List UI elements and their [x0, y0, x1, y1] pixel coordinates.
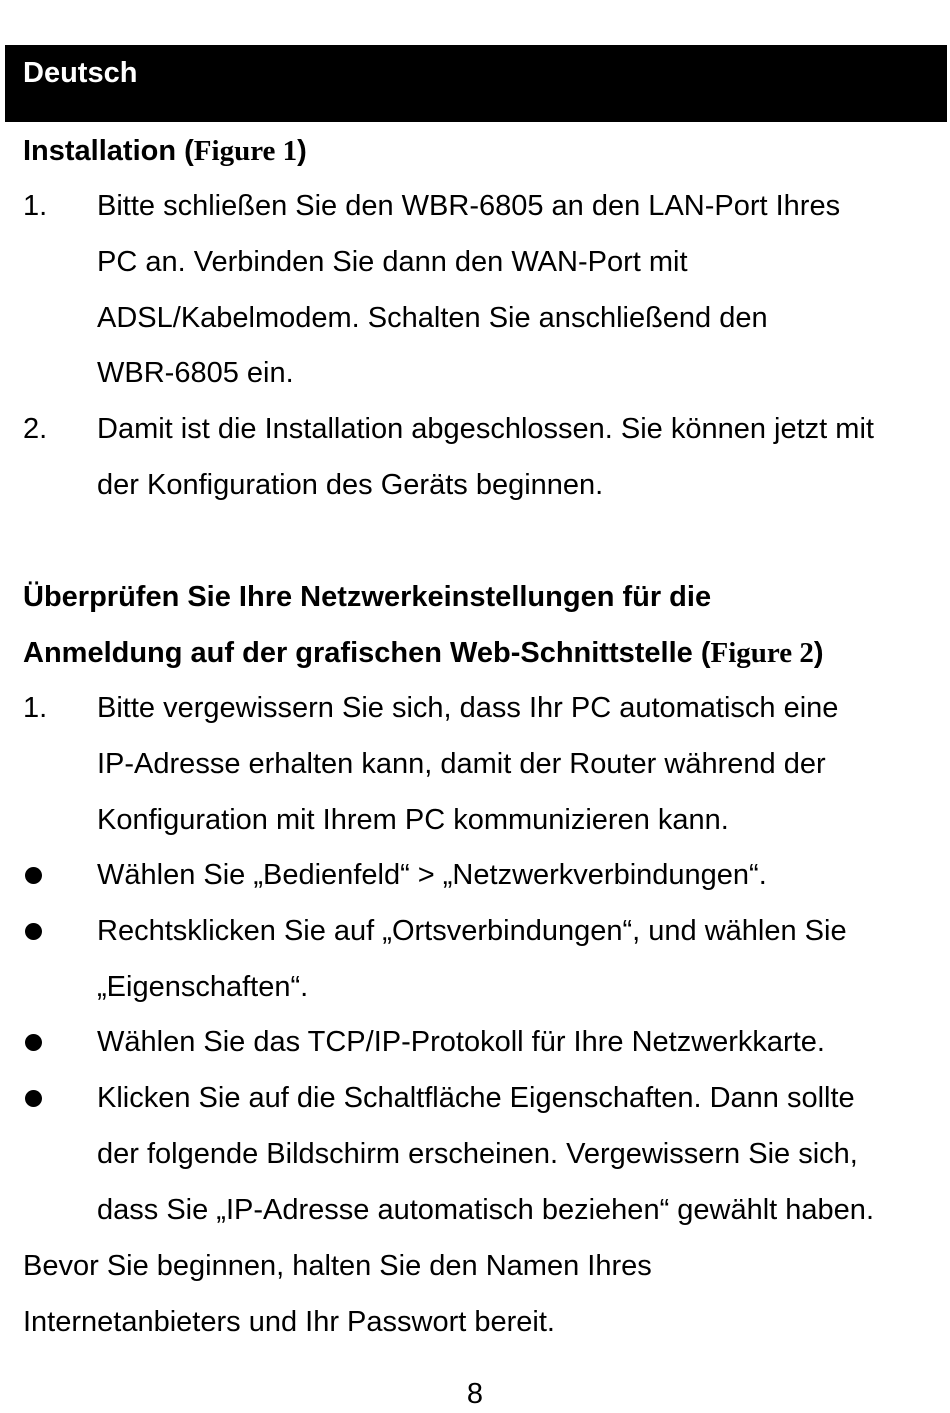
section2-heading-text: Anmeldung auf der grafischen Web-Schnittstelle ( — [23, 637, 711, 669]
language-banner — [5, 45, 947, 122]
bullet-dot — [25, 1090, 42, 1107]
bullet-text-line: Klicken Sie auf die Schaltfläche Eigenschaften. Dann sollte — [97, 1082, 855, 1114]
step-number: 1. — [23, 692, 48, 724]
step-text-line: Bitte vergewissern Sie sich, dass Ihr PC automatisch eine — [97, 692, 839, 724]
bullet-text-line: Wählen Sie das TCP/IP-Protokoll für Ihre Netzwerkkarte. — [97, 1026, 825, 1058]
bullet-text-line: Rechtsklicken Sie auf „Ortsverbindungen“, und wählen Sie — [97, 915, 847, 947]
bullet-dot — [25, 867, 42, 884]
step-text-line: ADSL/Kabelmodem. Schalten Sie anschließend den — [97, 302, 768, 334]
page-number: 8 — [466, 1378, 484, 1410]
closing-text-line: Bevor Sie beginnen, halten Sie den Namen Ihres — [23, 1250, 652, 1282]
section1-heading-text: Installation ( — [23, 135, 194, 167]
section2-heading-line1: Überprüfen Sie Ihre Netzwerkeinstellungen für die — [23, 581, 712, 613]
step-text-line: Damit ist die Installation abgeschlossen. Sie können jetzt mit — [97, 413, 874, 445]
step-text-line: WBR-6805 ein. — [97, 357, 294, 389]
step-text-line: IP-Adresse erhalten kann, damit der Router während der — [97, 748, 826, 780]
section1-heading-close: ) — [297, 135, 307, 167]
section1-heading — [23, 134, 307, 168]
figure-2-reference: Figure 2 — [710, 637, 814, 669]
closing-text-line: Internetanbieters und Ihr Passwort bereit. — [23, 1306, 555, 1338]
section2-heading-line2 — [23, 636, 824, 670]
step-number: 1. — [23, 190, 48, 222]
bullet-text-line: „Eigenschaften“. — [97, 971, 309, 1003]
step-number: 2. — [23, 413, 48, 445]
bullet-dot — [25, 923, 42, 940]
step-text-line: Bitte schließen Sie den WBR-6805 an den LAN-Port Ihres — [97, 190, 841, 222]
bullet-text-line: dass Sie „IP-Adresse automatisch beziehen“ gewählt haben. — [97, 1194, 874, 1226]
step-text-line: der Konfiguration des Geräts beginnen. — [97, 469, 604, 501]
step-text-line: PC an. Verbinden Sie dann den WAN-Port mit — [97, 246, 688, 278]
section2-heading-close: ) — [813, 637, 824, 669]
bullet-text-line: der folgende Bildschirm erscheinen. Vergewissern Sie sich, — [97, 1138, 858, 1170]
language-label: Deutsch — [23, 57, 138, 89]
bullet-dot — [25, 1034, 42, 1051]
step-text-line: Konfiguration mit Ihrem PC kommunizieren kann. — [97, 804, 729, 836]
bullet-text-line: Wählen Sie „Bedienfeld“ > „Netzwerkverbindungen“. — [97, 859, 767, 891]
figure-1-reference: Figure 1 — [193, 135, 298, 167]
